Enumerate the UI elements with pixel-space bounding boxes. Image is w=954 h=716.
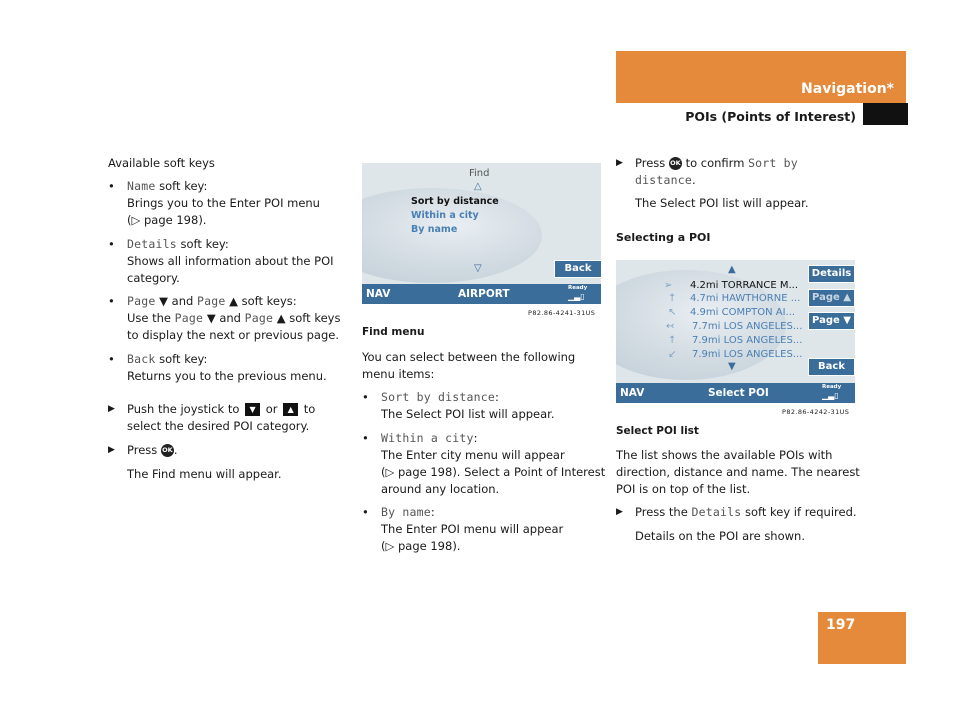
page-up-softkey[interactable]: Page ▲ <box>808 289 855 307</box>
select-poi-screen <box>616 260 855 403</box>
status-ready: Ready <box>822 384 842 390</box>
poi-list-item[interactable]: 4.9mi COMPTON AI... <box>690 307 796 318</box>
subsection-title: POIs (Points of Interest) <box>685 109 856 124</box>
direction-arrow-icon: ↑ <box>668 293 677 304</box>
signal-icon: ▁▃▯ <box>568 292 585 301</box>
direction-arrow-icon: ↙ <box>668 349 677 360</box>
nav-label: NAV <box>366 288 391 300</box>
direction-arrow-icon: ↢ <box>666 321 675 332</box>
list-item-back-key: • Back soft key: Returns you to the previous menu. <box>108 352 327 383</box>
details-softkey[interactable]: Details <box>808 265 855 283</box>
poi-screen-ref: P82.86-4242-31US <box>782 408 850 416</box>
page-down-softkey[interactable]: Page ▼ <box>808 312 855 330</box>
details-result: Details on the POI are shown. <box>635 529 805 543</box>
select-poi-caption: Select POI list <box>616 425 699 437</box>
status-ready: Ready <box>568 285 588 291</box>
step-press-ok: ▶ Press OK. <box>108 443 178 457</box>
selecting-poi-heading: Selecting a POI <box>616 231 711 244</box>
menu-option-sort-by-distance[interactable]: Sort by distance <box>411 196 499 207</box>
destination-label: AIRPORT <box>458 288 510 300</box>
direction-arrow-icon: ↑ <box>668 335 677 346</box>
step-arrow-icon: ▶ <box>616 507 623 517</box>
poi-list-item[interactable]: 7.9mi LOS ANGELES... <box>692 335 803 346</box>
back-softkey[interactable]: Back <box>808 358 855 376</box>
soft-keys-heading: Available soft keys <box>108 156 215 170</box>
find-title: Find <box>469 168 490 179</box>
poi-list-item[interactable]: 4.7mi HAWTHORNE ... <box>690 293 801 304</box>
ok-button-icon: OK <box>161 444 174 457</box>
step-confirm-sort: ▶ Press OK to confirm Sort by distance. <box>616 156 798 187</box>
step-arrow-icon: ▶ <box>108 445 115 455</box>
section-title: Navigation* <box>801 81 894 97</box>
list-item-name-key: • Name soft key: Brings you to the Enter POI menu (▷ page 198). <box>108 179 320 227</box>
section-header-box <box>616 51 906 103</box>
back-softkey[interactable]: Back <box>554 260 601 278</box>
step-push-joystick: ▶ Push the joystick to ▼ or ▲ to select the desired POI category. <box>108 402 316 433</box>
menu-items-intro: You can select between the following menu items: <box>362 350 576 381</box>
poi-list-item[interactable]: 4.2mi TORRANCE M... <box>690 280 799 291</box>
scroll-up-icon: △ <box>474 181 482 192</box>
find-menu-caption: Find menu <box>362 326 425 338</box>
page-number: 197 <box>826 617 856 633</box>
step-arrow-icon: ▶ <box>108 404 115 414</box>
scroll-down-icon: ▼ <box>728 361 736 372</box>
list-item-page-keys: • Page ▼ and Page ▲ soft keys: Use the Page ▼ and Page ▲ soft keys to display the next or previous page. <box>108 294 341 342</box>
poi-list-item[interactable]: 7.7mi LOS ANGELES... <box>692 321 803 332</box>
joystick-up-icon: ▲ <box>283 403 298 416</box>
direction-arrow-icon: ➢ <box>664 280 673 291</box>
menu-option-within-city[interactable]: Within a city <box>411 210 479 221</box>
list-item-details-key: • Details soft key: Shows all information about the POI category. <box>108 237 334 285</box>
step-press-details: ▶ Press the Details soft key if required. <box>616 505 857 519</box>
step-arrow-icon: ▶ <box>616 158 623 168</box>
menu-option-by-name[interactable]: By name <box>411 224 458 235</box>
list-item-by-name: • By name: The Enter POI menu will appear (▷ page 198). <box>362 505 564 553</box>
find-menu-screen <box>362 163 601 304</box>
poi-list-item[interactable]: 7.9mi LOS ANGELES... <box>692 349 803 360</box>
find-menu-result: The Find menu will appear. <box>127 467 282 481</box>
direction-arrow-icon: ↖ <box>668 307 677 318</box>
ok-button-icon: OK <box>669 157 682 170</box>
header-tab-marker <box>863 103 908 125</box>
scroll-down-icon: ▽ <box>474 263 482 274</box>
signal-icon: ▁▃▯ <box>822 391 839 400</box>
find-screen-ref: P82.86-4241-31US <box>528 309 596 317</box>
scroll-up-icon: ▲ <box>728 264 736 275</box>
joystick-down-icon: ▼ <box>245 403 260 416</box>
list-item-within-city: • Within a city: The Enter city menu will appear (▷ page 198). Select a Point of Interest around any location. <box>362 431 606 496</box>
nav-status-bar <box>362 284 601 304</box>
page-number-box <box>818 612 906 664</box>
poi-list-description: The list shows the available POIs with direction, distance and name. The nearest POI is on top of the list. <box>616 448 860 496</box>
screen-title-label: Select POI <box>708 387 769 399</box>
list-item-sort-by-distance: • Sort by distance: The Select POI list will appear. <box>362 390 555 421</box>
select-poi-result: The Select POI list will appear. <box>635 196 809 210</box>
nav-label: NAV <box>620 387 645 399</box>
nav-status-bar <box>616 383 855 403</box>
